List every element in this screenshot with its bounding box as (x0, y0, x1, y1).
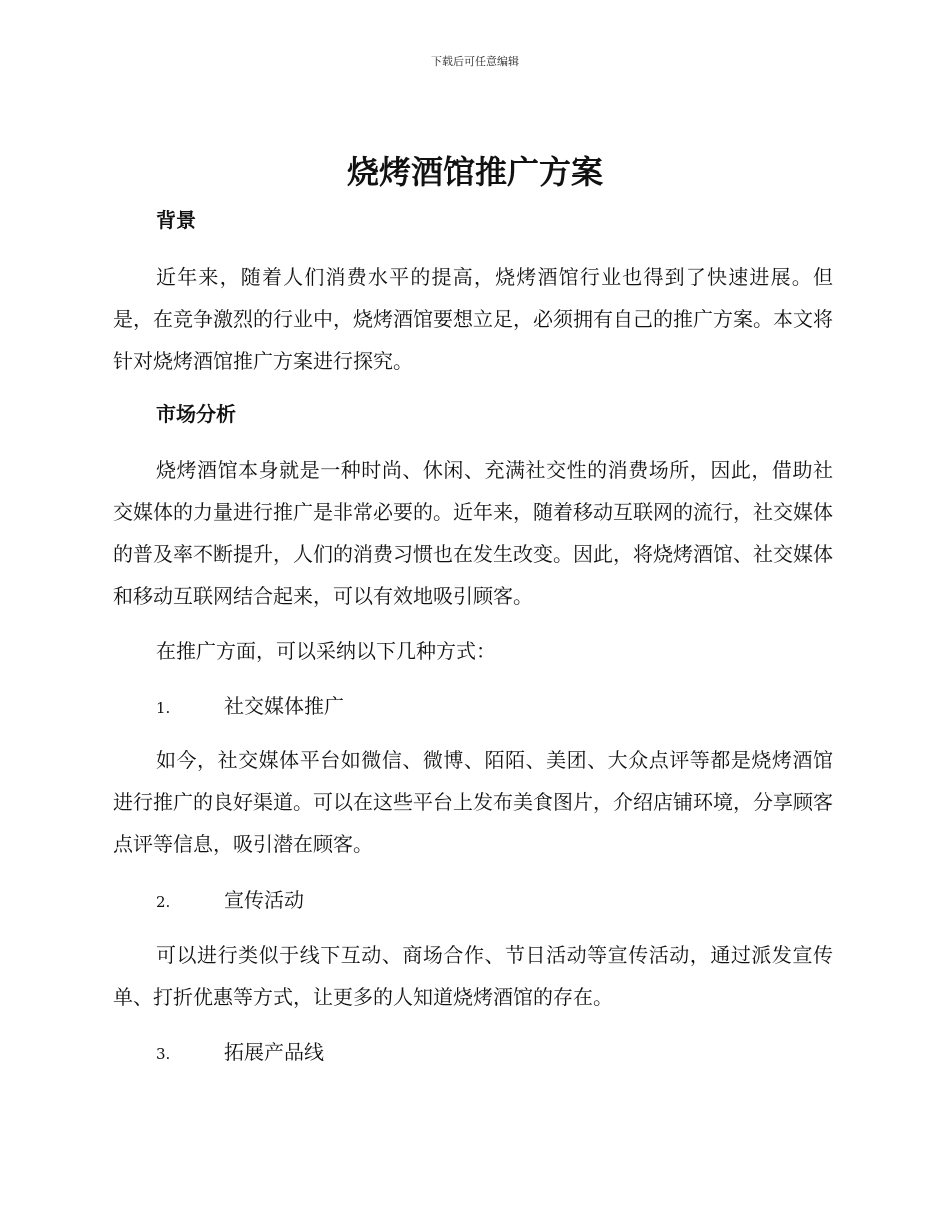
market-intro-block (113, 630, 833, 672)
market-paragraph-2: 在推广方面，可以采纳以下几种方式： (156, 639, 496, 663)
header-note: 下载后可任意编辑 (431, 55, 519, 68)
section-heading-market: 市场分析 (156, 402, 236, 426)
item-1-description: 如今，社交媒体平台如微信、微博、陌陌、美团、大众点评等都是烧烤酒馆进行推广的良好渠道。可以在这些平台上发布美食图片，介绍店铺环境，分享顾客点评等信息，吸引潜在顾客。 (113, 748, 833, 856)
background-paragraph-block (113, 256, 833, 382)
item-2-description: 可以进行类似于线下互动、商场合作、节日活动等宣传活动，通过派发宣传单、打折优惠等方式，让更多的人知道烧烤酒馆的存在。 (113, 943, 833, 1009)
list-item-label: 社交媒体推广 (224, 694, 344, 718)
document-title: 烧烤酒馆推广方案 (346, 153, 603, 191)
list-item-3 (156, 1038, 324, 1068)
list-item-number: 3. (156, 1045, 171, 1063)
item-1-description-block (113, 739, 833, 865)
market-paragraph-1: 烧烤酒馆本身就是一种时尚、休闲、充满社交性的消费场所，因此，借助社交媒体的力量进行推广是非常必要的。近年来，随着移动互联网的流行，社交媒体的普及率不断提升，人们的消费习惯也在发生改变。因此，将烧烤酒馆、社交媒体和移动互联网结合起来，可以有效地吸引顾客。 (113, 458, 833, 608)
list-item-number: 2. (156, 893, 171, 911)
item-2-description-block (113, 934, 833, 1018)
list-item-number: 1. (156, 699, 171, 717)
list-item-2 (156, 886, 304, 916)
section-heading-background: 背景 (156, 208, 196, 232)
list-item-label: 宣传活动 (224, 888, 304, 912)
list-item-1 (156, 692, 344, 722)
list-item-label: 拓展产品线 (224, 1040, 324, 1064)
market-paragraph-block (113, 449, 833, 617)
background-paragraph: 近年来，随着人们消费水平的提高，烧烤酒馆行业也得到了快速进展。但是，在竞争激烈的行业中，烧烤酒馆要想立足，必须拥有自己的推广方案。本文将针对烧烤酒馆推广方案进行探究。 (113, 265, 833, 373)
